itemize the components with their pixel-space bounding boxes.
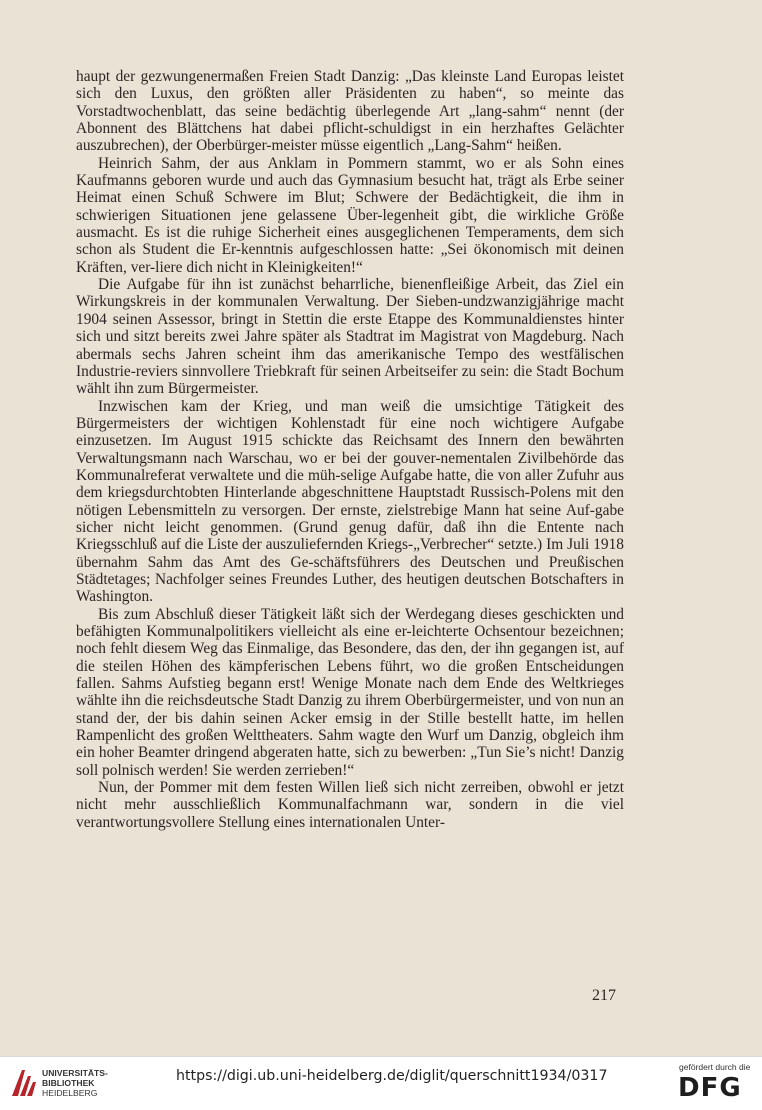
paragraph-6: Nun, der Pommer mit dem festen Willen ließ sich nicht zerreiben, obwohl er jetzt nicht mehr ausschließlich Kommunalfachmann war, sondern in die viel verantwortungsvollere Stellung eines internationalen Unter- [76,779,624,831]
paragraph-3: Die Aufgabe für ihn ist zunächst beharrliche, bienenfleißige Arbeit, das Ziel ein Wirkungskreis in der kommunalen Verwaltung. Der Sieben-undzwanzigjährige macht 1904 seinen Assessor, bringt in Stettin die erste Etappe des Kommunaldienstes hinter sich und sitzt bereits zwei Jahre später als Stadtrat im Magistrat von Magdeburg. Nach abermals sechs Jahren scheint ihm das amerikanische Tempo des westfälischen Industrie-reviers sinnvollere Triebkraft für seinen Arbeitseifer zu sein: die Stadt Bochum wählt ihn zum Bürgermeister. [76,276,624,398]
funding-caption: gefördert durch die [679,1062,751,1072]
page-number: 217 [592,987,616,1004]
body-text [76,68,624,831]
library-name[interactable]: UNIVERSITÄTS- BIBLIOTHEK HEIDELBERG [42,1068,108,1098]
viewer-footer [0,1056,762,1110]
paragraph-2: Heinrich Sahm, der aus Anklam in Pommern stammt, wo er als Sohn eines Kaufmanns geboren wurde und auch das Gymnasium besucht hat, trägt als Erbe seiner Heimat einen Schuß Schwere im Blut; Schwere der Bedächtigkeit, die ihm in schwierigen Situationen jene gelassene Über-legenheit gibt, die wirkliche Größe ausmacht. Es ist die ruhige Sicherheit eines ausgeglichenen Temperaments, dem sich schon als Student die Er-kenntnis aufgeschlossen hatte: „Sei ökonomisch mit deinen Kräften, ver-liere dich nicht in Kleinigkeiten!“ [76,154,624,276]
paragraph-1: haupt der gezwungenermaßen Freien Stadt Danzig: „Das kleinste Land Europas leistet sich den Luxus, den größten aller Präsidenten zu haben“, so meinte das Vorstadtwochenblatt, das seine bedächtig überlegende Art „lang-sahm“ nennt (der Abonnent des Blättchens hat dabei pflicht-schuldigst in ein herzhaftes Gelächter auszubrechen), der Oberbürger-meister müsse eigentlich „Lang-Sahm“ heißen. [76,68,624,155]
university-library-logo-icon[interactable] [8,1066,38,1100]
dfg-logo[interactable]: DFG [678,1073,742,1103]
permalink-url[interactable]: https://digi.ub.uni-heidelberg.de/diglit/querschnitt1934/0317 [176,1068,608,1084]
paragraph-4: Inzwischen kam der Krieg, und man weiß die umsichtige Tätigkeit des Bürgermeisters der wichtigen Kohlenstadt für eine noch wichtigere Aufgabe einzusetzen. Im August 1915 schickte das Reichsamt des Innern den bewährten Verwaltungsmann nach Warschau, wo er bei der gouver-nementalen Zivilbehörde das Kommunalreferat verwaltete und die müh-selige Aufgabe hatte, die von aller Zufuhr aus dem kriegsdurchtobten Hinterlande abgeschnittene Hauptstadt Russisch-Polens mit den nötigen Lebensmitteln zu versorgen. Der ernste, zielstrebige Mann hat seine Auf-gabe sicher nicht leicht genommen. (Grund genug dafür, daß ihn die Entente nach Kriegsschluß auf die Liste der auszuliefernden Kriegs-„Verbrecher“ setzte.) Im Juli 1918 übernahm Sahm das Amt des Ge-schäftsführers des Deutschen und Preußischen Städtetages; Nachfolger seines Freundes Luther, des heutigen deutschen Botschafters in Washington. [76,397,624,606]
paragraph-5: Bis zum Abschluß dieser Tätigkeit läßt sich der Werdegang dieses geschickten und befähigten Kommunalpolitikers vielleicht als eine er-leichterte Ochsentour bezeichnen; noch fehlt diesem Weg das Einmalige, das Besondere, das den, der ihn gegangen ist, auf die steilen Höhen des kämpferischen Lebens führt, wo die großen Entscheidungen fallen. Sahms Aufstieg begann erst! Wenige Monate nach dem Ende des Weltkrieges wählte ihn die reichsdeutsche Stadt Danzig zu ihrem Oberbürgermeister, und von nun an stand der, der bis dahin seinen Acker emsig in der Stille bestellt hatte, im hellen Rampenlicht des großen Welttheaters. Sahm wagte den Wurf um Danzig, obgleich ihm ein hoher Beamter dringend abgeraten hatte, sich zu bewerben: „Tun Sie’s nicht! Danzig soll polnisch werden! Sie werden zerrieben!“ [76,605,624,779]
